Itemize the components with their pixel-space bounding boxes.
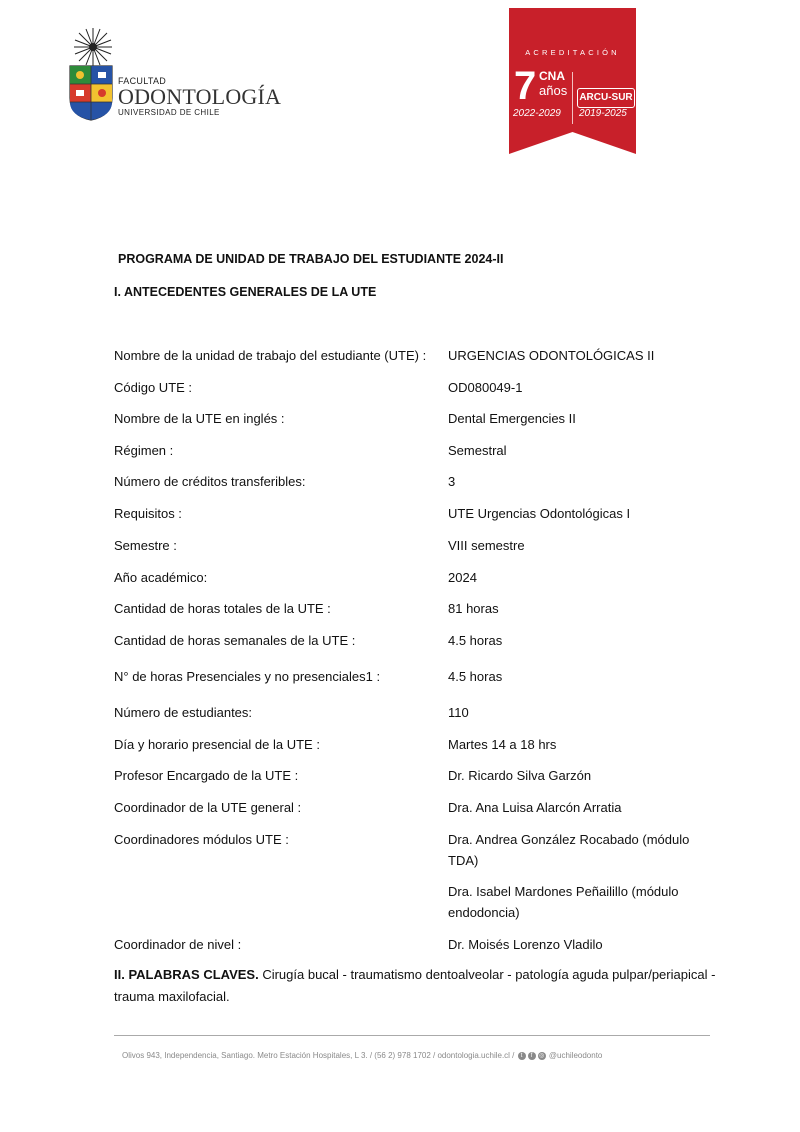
facebook-icon[interactable]: f (528, 1052, 536, 1060)
badge-separator (572, 72, 573, 124)
row-value: VIII semestre (448, 538, 525, 553)
badge-acreditacion: ACREDITACIÓN (525, 48, 620, 57)
row-value: Dra. Isabel Mardones Peñailillo (módulo endodoncia) (448, 884, 679, 920)
badge-period-arcusur: 2019-2025 (579, 108, 627, 119)
row-value: 3 (448, 474, 456, 489)
keywords-paragraph (114, 964, 724, 1008)
row-label: Número de estudiantes: (114, 705, 253, 720)
university-name: UNIVERSIDAD DE CHILE (118, 108, 220, 117)
row-label: Año académico: (114, 570, 208, 585)
row-value: OD080049-1 (448, 380, 523, 395)
row-label: Coordinadores módulos UTE : (114, 832, 289, 847)
row-value: URGENCIAS ODONTOLÓGICAS II (448, 348, 655, 363)
row-value: Dr. Moisés Lorenzo Vladilo (448, 937, 603, 952)
accreditation-badge (509, 8, 636, 154)
row-label: Nombre de la unidad de trabajo del estudiante (UTE) : (114, 348, 427, 363)
faculty-logo (68, 26, 282, 132)
row-label: Requisitos : (114, 506, 182, 521)
row-value: Semestral (448, 443, 507, 458)
instagram-icon[interactable]: ◎ (539, 1052, 545, 1059)
faculty-name: ODONTOLOGÍA (118, 84, 282, 109)
row-label: Régimen : (114, 443, 174, 458)
twitter-icon[interactable]: t (518, 1052, 526, 1060)
row-value: 110 (448, 705, 469, 720)
row-value: 4.5 horas (448, 633, 503, 648)
row-value: 2024 (448, 570, 477, 585)
row-label: Cantidad de horas semanales de la UTE : (114, 633, 356, 648)
row-value: Dr. Ricardo Silva Garzón (448, 768, 592, 783)
sunburst-star-icon (72, 26, 114, 68)
row-value: Dra. Ana Luisa Alarcón Arratia (448, 800, 622, 815)
keywords-text: Cirugía bucal - traumatismo dentoalveolar - patología aguda pulpar/periapical - trauma maxilofacial. (114, 967, 716, 1004)
badge-years-number: 7 (514, 64, 537, 108)
row-value: UTE Urgencias Odontológicas I (448, 506, 631, 521)
document-title: PROGRAMA DE UNIDAD DE TRABAJO DEL ESTUDIANTE 2024-II (118, 252, 504, 266)
row-label: Coordinador de nivel : (114, 937, 242, 952)
keywords-heading: II. PALABRAS CLAVES. (114, 967, 259, 982)
badge-years-word: años (539, 83, 568, 98)
badge-agency-arcusur: ARCU-SUR (577, 88, 635, 108)
badge-period-cna: 2022-2029 (513, 108, 561, 119)
row-label: Coordinador de la UTE general : (114, 800, 302, 815)
university-crest-icon (68, 64, 114, 122)
footer-handle[interactable]: @uchileodonto (548, 1051, 603, 1060)
row-value: 4.5 horas (448, 669, 503, 684)
row-label: Día y horario presencial de la UTE : (114, 737, 320, 752)
row-label: Nombre de la UTE en inglés : (114, 411, 285, 426)
footer-divider (114, 1035, 710, 1036)
row-label: Cantidad de horas totales de la UTE : (114, 601, 331, 616)
row-value: 81 horas (448, 601, 499, 616)
section-heading-general: I. ANTECEDENTES GENERALES DE LA UTE (114, 285, 377, 299)
faculty-label: FACULTAD (118, 76, 167, 86)
row-label: Semestre : (114, 538, 177, 553)
footer (122, 1051, 602, 1060)
row-value: Martes 14 a 18 hrs (448, 737, 557, 752)
row-value: Dental Emergencies II (448, 411, 576, 426)
faculty-text (118, 76, 281, 117)
row-label: N° de horas Presenciales y no presenciales1 : (114, 669, 381, 684)
row-label: Profesor Encargado de la UTE : (114, 768, 299, 783)
footer-address: Olivos 943, Independencia, Santiago. Metro Estación Hospitales, L 3. / (56 2) 978 1702 / odontologia.uchile.cl / (122, 1051, 515, 1060)
row-label: Código UTE : (114, 380, 193, 395)
badge-agency-cna: CNA (539, 69, 565, 83)
row-value: Dra. Andrea González Rocabado (módulo TDA) (448, 832, 690, 868)
row-label: Número de créditos transferibles: (114, 474, 306, 489)
